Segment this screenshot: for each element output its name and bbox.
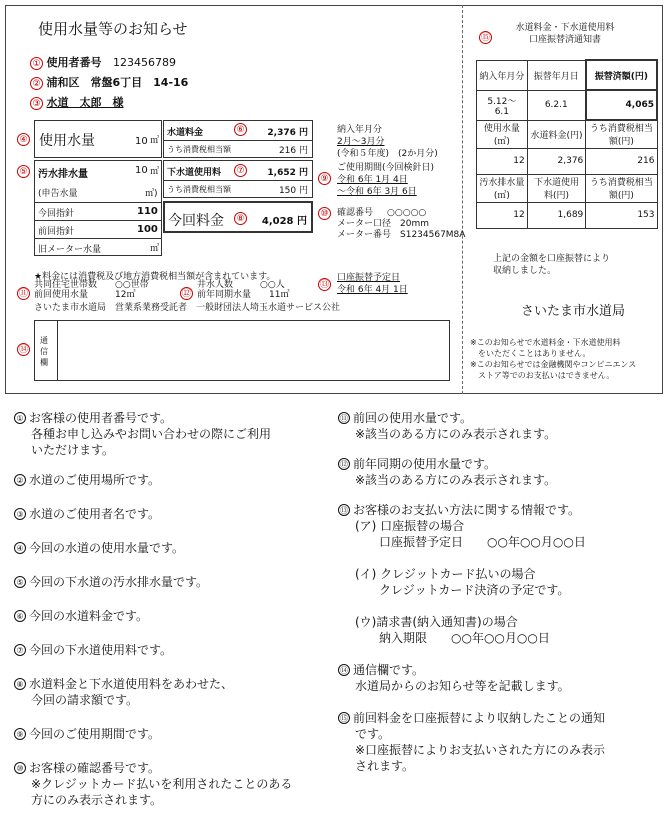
explanation-line: ⑭ 通信欄です。 <box>340 663 425 677</box>
sewage-box: 汚水排水量 10 ㎥ (申告水量 ㎥) 今回指針 110 前回指針 100 旧メーター水量 ㎥ <box>34 160 162 256</box>
explanation-mark: ② <box>14 474 26 486</box>
mark-13: ⑬ <box>319 280 329 290</box>
bureau-line: さいたま市水道局 営業系業務受託者 一般財団法人埼玉水道サービス公社 <box>34 303 341 313</box>
mark-9: ⑨ <box>318 172 331 185</box>
mark-14: ⑭ <box>18 345 28 355</box>
explanation-line: 方にのみ表示されます。 <box>31 793 163 807</box>
mark-10: ⑩ <box>318 207 331 220</box>
explanation-line: ※口座振替によりお支払いされた方にのみ表示 <box>355 743 606 757</box>
explanation-line: ※クレジットカード払いを利用されたことのある <box>31 777 293 791</box>
explanation-line: ⑪ 前回の使用水量です。 <box>340 411 473 425</box>
explanation-item <box>338 410 664 442</box>
perforation-line <box>462 5 463 394</box>
explanation-item <box>14 540 334 556</box>
explanation-line: ※該当のある方にのみ表示されます。 <box>355 427 557 441</box>
explanation-line <box>338 550 664 566</box>
explanation-item <box>14 608 334 624</box>
explanation-line: ⑮ 前回料金を口座振替により収納したことの通知 <box>340 711 606 725</box>
explanation-line: ⑫ 前年同期の使用水量です。 <box>340 457 497 471</box>
sewer-fee-box: 下水道使用料 1,652 円 うち消費税相当額 150 円 <box>163 160 313 198</box>
water-fee-box: 水道料金 2,376 円 うち消費税相当額 216 円 <box>163 120 313 158</box>
explanation-mark: ⑭ <box>340 666 348 675</box>
explanation-mark: ⑩ <box>14 762 26 774</box>
explanation-mark: ⑫ <box>340 460 348 469</box>
explanation-line: 各種お申し込みやお問い合わせの際にご利用 <box>31 427 272 441</box>
explanation-item <box>14 472 334 488</box>
payment-month: 納入年月分 2月～3月分 (令和５年度) (2か月分) <box>337 125 438 159</box>
mark-11: ⑪ <box>18 289 28 299</box>
explanation-line: されます。 <box>355 759 415 773</box>
explanation-item <box>14 410 334 458</box>
explanation-mark: ③ <box>14 508 26 520</box>
name-line: ③ 水道 太郎 様 <box>30 94 124 110</box>
explanation-mark: ① <box>14 412 26 424</box>
well-info: 井水人数 ○○人 前年同期水量 11㎥ <box>197 280 290 300</box>
debit-date: 口座振替予定日 令和 6年 4月 1日 <box>337 273 408 295</box>
explanation-line: 水道局からのお知らせ等を記載します。 <box>355 679 570 693</box>
explanation-mark: ⑪ <box>340 414 348 423</box>
usage-period: ご使用期間(今回検針日) 令和 6年 1月 4日 ～令和 6年 3月 6日 <box>337 163 435 197</box>
explanation-line: ② 水道のご使用場所です。 <box>14 472 334 488</box>
total-box: 今回料金 4,028 円 <box>163 201 313 233</box>
explanation-mark: ⑬ <box>340 506 348 515</box>
explanation-mark: ④ <box>14 542 26 554</box>
communication-box: 通信欄 <box>34 320 450 381</box>
explanation-line: 口座振替予定日 ○○年○○月○○日 <box>355 535 586 549</box>
explanation-line: ⑤ 今回の下水道の汚水排水量です。 <box>14 574 334 590</box>
notice-title: 使用水量等のお知らせ <box>38 20 188 38</box>
usage-box: 使用水量 10 ㎥ <box>34 120 162 158</box>
explanation-line: いただけます。 <box>31 443 115 457</box>
explanation-line <box>338 598 664 614</box>
explanation-item <box>14 642 334 658</box>
explanation-line: ⑬ お客様のお支払い方法に関する情報です。 <box>340 503 581 517</box>
explanation-line: 納入期限 ○○年○○月○○日 <box>355 631 550 645</box>
explanation-item <box>14 760 334 808</box>
explanation-line: です。 <box>355 727 391 741</box>
mark-8: ⑧ <box>234 212 247 225</box>
address-line: ② 浦和区 常盤6丁目 14-16 <box>30 74 188 90</box>
shared-households: 共同住宅世帯数 ○○世帯 前回使用水量 12㎥ <box>34 280 149 300</box>
explanation-line: (イ) クレジットカード払いの場合 <box>355 567 536 581</box>
explanation-mark: ⑦ <box>14 644 26 656</box>
explanation-item <box>14 726 334 742</box>
explanation-item <box>338 710 664 774</box>
explanation-mark: ⑤ <box>14 576 26 588</box>
mark-12: ⑫ <box>181 289 191 299</box>
explanation-line: ⑩ お客様の確認番号です。 <box>14 760 334 776</box>
explanation-line: ⑧ 水道料金と下水道使用料をあわせた、 <box>14 676 334 692</box>
explanation-line: ⑥ 今回の水道料金です。 <box>14 608 334 624</box>
explanation-item <box>338 662 664 694</box>
receipt-note: 上記の金額を口座振替により 収納しました。 <box>493 254 611 276</box>
mark-6: ⑥ <box>234 123 247 136</box>
receipt-bureau: さいたま市水道局 <box>521 304 626 319</box>
explanations-right <box>338 410 664 774</box>
mark-15: ⑮ <box>480 33 490 43</box>
explanation-item <box>338 502 664 646</box>
explanation-line: ① お客様の使用者番号です。 <box>14 410 334 426</box>
explanation-item <box>14 574 334 590</box>
explanation-line: ⑨ 今回のご使用期間です。 <box>14 726 334 742</box>
explanation-line: 今回の請求額です。 <box>31 693 139 707</box>
explanation-line: ④ 今回の水道の使用水量です。 <box>14 540 334 556</box>
confirm-info: 確認番号 ○○○○○ メーター口径 20mm メーター番号 S1234567M8A <box>337 208 466 240</box>
explanation-line: (ア) 口座振替の場合 <box>355 519 465 533</box>
explanation-item <box>14 676 334 708</box>
explanation-line: ③ 水道のご使用者名です。 <box>14 506 334 522</box>
explanation-line: ※該当のある方にのみ表示されます。 <box>355 473 557 487</box>
tax-note: ★料金には消費税及び地方消費税相当額が含まれています。 <box>34 272 276 282</box>
explanations-left <box>14 410 334 808</box>
explanation-mark: ⑥ <box>14 610 26 622</box>
mark-5: ⑤ <box>17 165 30 178</box>
explanation-item <box>338 456 664 488</box>
receipt-footnote: ※このお知らせで水道料金・下水道使用料 をいただくことはありません。 ※このお知らせでは金融機関やコンビニエンス ストア等でのお支払いはできません。 <box>470 338 637 380</box>
receipt-title: 水道料金・下水道使用料 口座振替済通知書 <box>515 23 615 45</box>
explanation-mark: ⑧ <box>14 678 26 690</box>
user-number-line: ① 使用者番号 123456789 <box>30 54 176 70</box>
explanation-mark: ⑮ <box>340 714 348 723</box>
receipt-table: 納入年月分 振替年月日 振替済額(円) 5.12～ 6.1 6.2.1 4,065 使用水量(㎥) 水道料金(円) うち消費税相当額(円) 12 2,376 216 汚水排水量(㎥) 下水道使用料(円) うち消費税相当額(円) 12 1,689 153 <box>476 59 658 229</box>
explanation-line: ⑦ 今回の下水道使用料です。 <box>14 642 334 658</box>
mark-4: ④ <box>17 133 30 146</box>
explanation-item <box>14 506 334 522</box>
explanation-line: クレジットカード決済の予定です。 <box>355 583 570 597</box>
mark-7: ⑦ <box>234 164 247 177</box>
explanation-mark: ⑨ <box>14 728 26 740</box>
explanation-line: (ウ)請求書(納入通知書)の場合 <box>355 615 518 629</box>
